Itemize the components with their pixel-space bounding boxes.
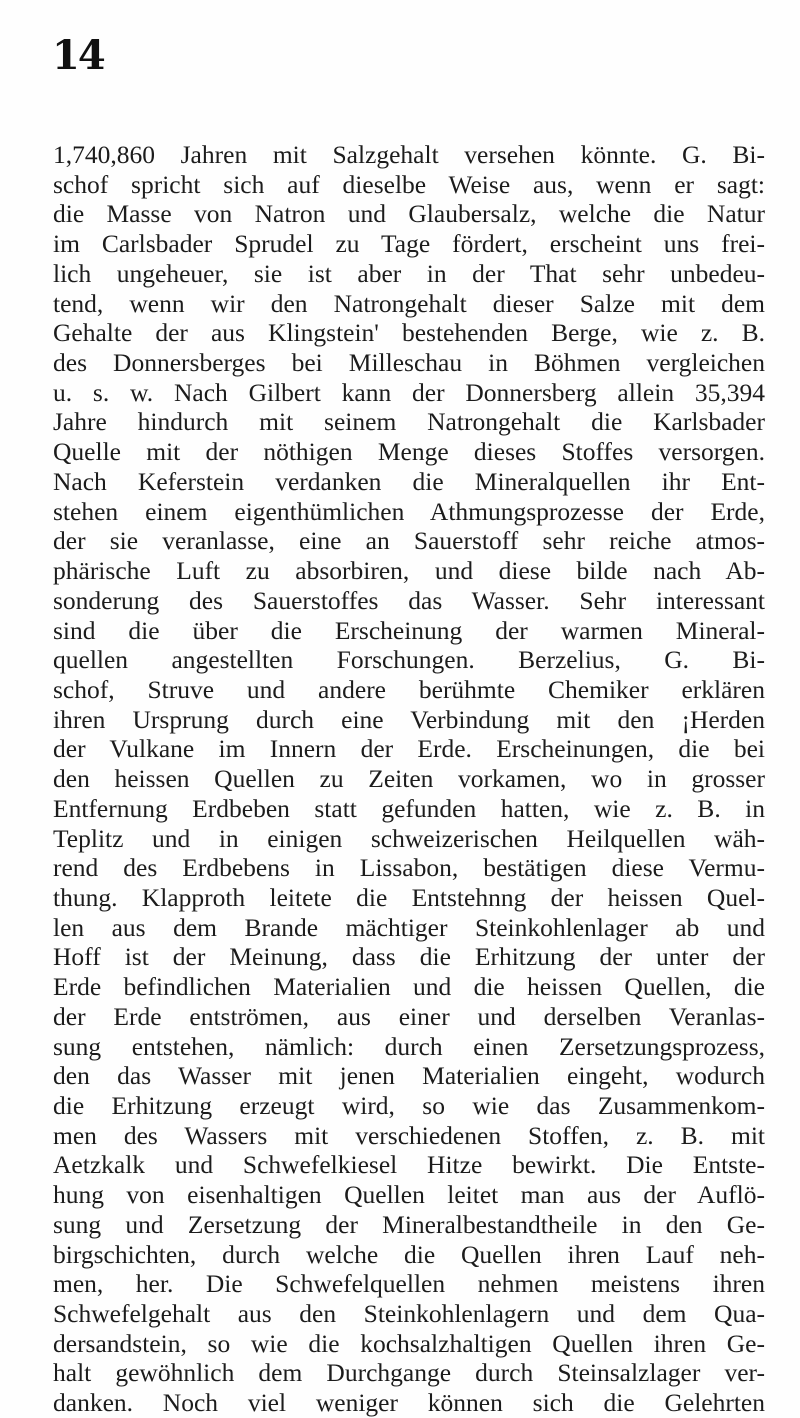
- body-text: [53, 140, 765, 1418]
- text-line: lich ungeheuer, sie ist aber in der That sehr unbedeu-: [53, 258, 765, 288]
- text-line: Jahre hindurch mit seinem Natrongehalt die Karlsbader: [53, 407, 765, 437]
- text-line: Quelle mit der nöthigen Menge dieses Stoffes versorgen.: [53, 437, 765, 467]
- text-line: Aetzkalk und Schwefelkiesel Hitze bewirkt. Die Entste-: [53, 1150, 765, 1180]
- text-line: den heissen Quellen zu Zeiten vorkamen, wo in grosser: [53, 764, 765, 794]
- text-line: schof, Struve und andere berühmte Chemiker erklären: [53, 674, 765, 704]
- text-line: halt gewöhnlich dem Durchgange durch Steinsalzlager ver-: [53, 1358, 765, 1388]
- text-line: Hoff ist der Meinung, dass die Erhitzung der unter der: [53, 942, 765, 972]
- text-line: tend, wenn wir den Natrongehalt dieser Salze mit dem: [53, 288, 765, 318]
- text-line: Erde befindlichen Materialien und die heissen Quellen, die: [53, 972, 765, 1002]
- text-line: birgschichten, durch welche die Quellen ihren Lauf neh-: [53, 1239, 765, 1269]
- text-line: quellen angestellten Forschungen. Berzelius, G. Bi-: [53, 645, 765, 675]
- text-line: den das Wasser mit jenen Materialien eingeht, wodurch: [53, 1061, 765, 1091]
- text-line: thung. Klapproth leitete die Entstehnng der heissen Quel-: [53, 882, 765, 912]
- text-line: phärische Luft zu absorbiren, und diese bilde nach Ab-: [53, 556, 765, 586]
- text-line: ihren Ursprung durch eine Verbindung mit den ¡Herden: [53, 704, 765, 734]
- text-line: 1,740,860 Jahren mit Salzgehalt versehen könnte. G. Bi-: [53, 140, 765, 169]
- text-line: die Erhitzung erzeugt wird, so wie das Zusammenkom-: [53, 1091, 765, 1120]
- text-line: u. s. w. Nach Gilbert kann der Donnersberg allein 35,394: [53, 377, 765, 407]
- text-line: sung und Zersetzung der Mineralbestandtheile in den Ge-: [53, 1209, 765, 1239]
- text-line: sonderung des Sauerstoffes das Wasser. Sehr interessant: [53, 585, 765, 615]
- text-line: stehen einem eigenthümlichen Athmungsprozesse der Erde,: [53, 496, 765, 526]
- text-line: Entfernung Erdbeben statt gefunden hatten, wie z. B. in: [53, 793, 765, 823]
- text-line: der Erde entströmen, aus einer und derselben Veranlas-: [53, 1001, 765, 1031]
- text-line: sind die über die Erscheinung der warmen Mineral-: [53, 615, 765, 645]
- text-line: der sie veranlasse, eine an Sauerstoff sehr reiche atmos-: [53, 526, 765, 556]
- text-line: danken. Noch viel weniger können sich die Gelehrten: [53, 1388, 765, 1418]
- text-line: dersandstein, so wie die kochsalzhaltigen Quellen ihren Ge-: [53, 1328, 765, 1358]
- text-line: des Donnersberges bei Milleschau in Böhmen vergleichen: [53, 348, 765, 378]
- text-line: Nach Keferstein verdanken die Mineralquellen ihr Ent-: [53, 466, 765, 496]
- text-line: men des Wassers mit verschiedenen Stoffen, z. B. mit: [53, 1120, 765, 1150]
- text-line: Schwefelgehalt aus den Steinkohlenlagern und dem Qua-: [53, 1299, 765, 1329]
- text-line: der Vulkane im Innern der Erde. Erscheinungen, die bei: [53, 734, 765, 764]
- text-line: die Masse von Natron und Glaubersalz, welche die Natur: [53, 199, 765, 229]
- text-line: rend des Erdbebens in Lissabon, bestätigen diese Vermu-: [53, 853, 765, 883]
- page-number: 14: [52, 32, 104, 79]
- text-line: men, her. Die Schwefelquellen nehmen meistens ihren: [53, 1269, 765, 1299]
- text-line: Gehalte der aus Klingstein' bestehenden Berge, wie z. B.: [53, 318, 765, 348]
- text-line: len aus dem Brande mächtiger Steinkohlenlager ab und: [53, 912, 765, 942]
- text-line: Teplitz und in einigen schweizerischen Heilquellen wäh-: [53, 823, 765, 853]
- text-line: sung entstehen, nämlich: durch einen Zersetzungsprozess,: [53, 1031, 765, 1061]
- text-line: schof spricht sich auf dieselbe Weise aus, wenn er sagt:: [53, 169, 765, 199]
- text-line: hung von eisenhaltigen Quellen leitet man aus der Auflö-: [53, 1180, 765, 1210]
- text-line: im Carlsbader Sprudel zu Tage fördert, erscheint uns frei-: [53, 229, 765, 259]
